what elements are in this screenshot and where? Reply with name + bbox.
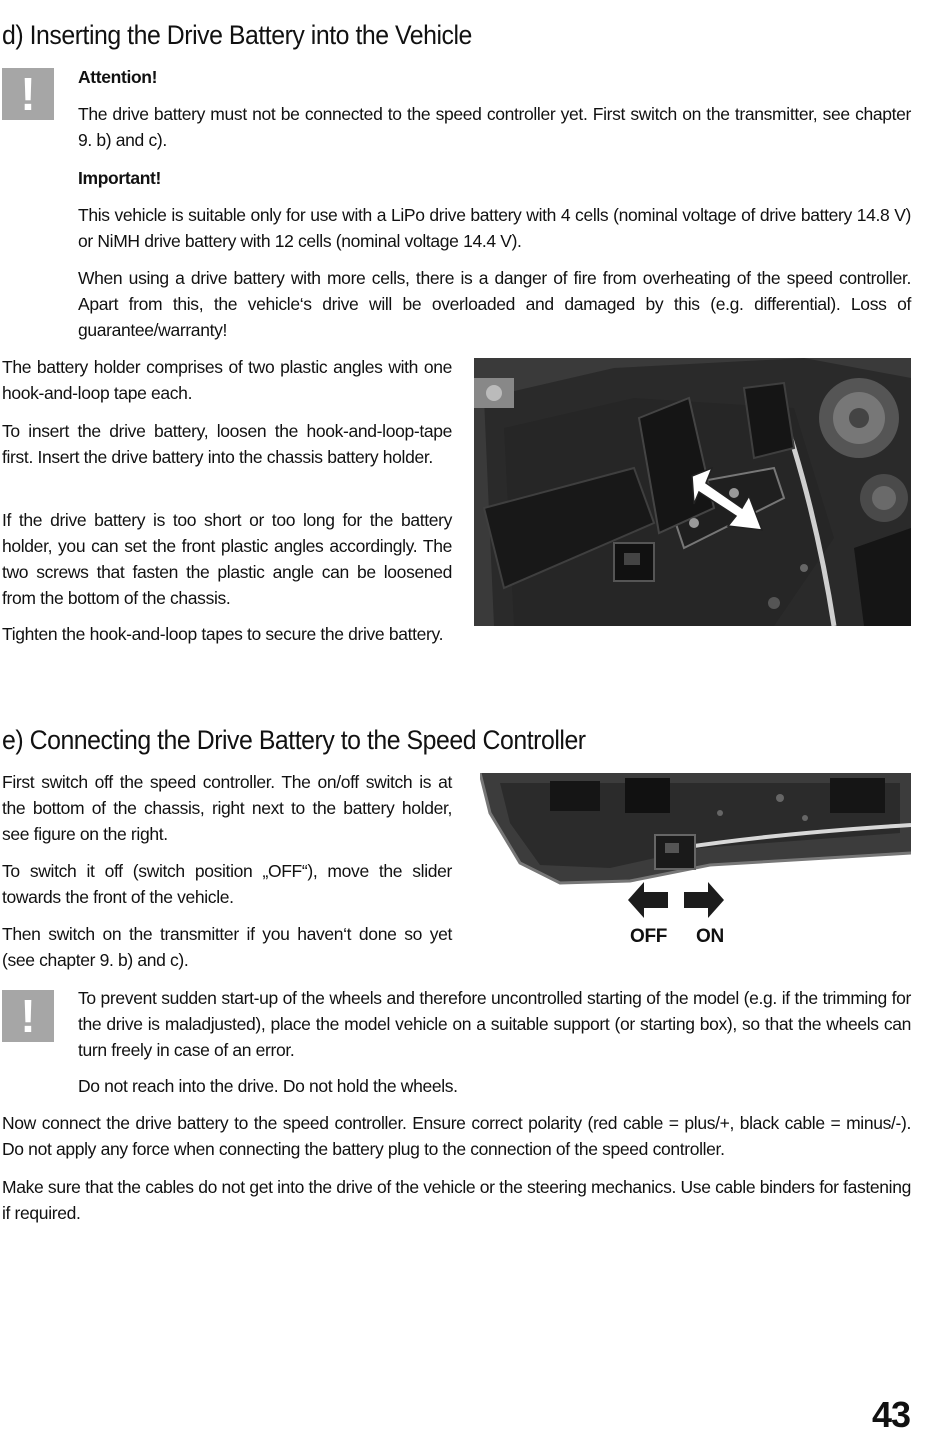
switch-off-paragraph: First switch off the speed controller. The on/off switch is at the bottom of the chassis, right next to the battery holder, see figure on the right. [2,772,452,844]
exclamation-glyph: ! [20,990,36,1042]
exclamation-icon [2,68,54,120]
battery-holder-paragraph: The battery holder comprises of two plastic angles with one hook-and-loop tape each. [2,357,452,403]
cables-paragraph: Make sure that the cables do not get into the drive of the vehicle or the steering mechanics. Use cable binders for fastening if required. [2,1177,911,1223]
battery-holder-photo [474,358,911,626]
tighten-tapes-paragraph: Tighten the hook-and-loop tapes to secure the drive battery. [2,624,444,644]
off-on-arrows [626,880,726,920]
exclamation-glyph: ! [20,68,36,120]
section-d-heading: d) Inserting the Drive Battery into the Vehicle [2,20,472,50]
important-text: This vehicle is suitable only for use with a LiPo drive battery with 4 cells (nominal voltage of drive battery 14.8 V) or NiMH drive battery with 12 cells (nominal voltage 14.4 V). [78,205,911,251]
warning-text: When using a drive battery with more cells, there is a danger of fire from overheating of the speed controller. Apart from this, the vehicle‘s drive will be overloaded and damaged by this (e.g. differential). Loss of guarantee/warranty! [78,268,911,340]
exclamation-icon [2,990,54,1042]
on-label: ON [696,926,724,947]
section-e-heading: e) Connecting the Drive Battery to the Speed Controller [2,725,586,755]
connect-battery-paragraph: Now connect the drive battery to the speed controller. Ensure correct polarity (red cable = plus/+, black cable = minus/-). Do not apply any force when connecting the battery plug to the connection of the speed controller. [2,1113,911,1159]
page-number: 43 [872,1394,911,1435]
arrow-right-icon [684,882,724,918]
switch-position-paragraph: To switch it off (switch position „OFF“), move the slider towards the front of the vehicle. [2,861,452,907]
attention-label: Attention! [78,67,158,87]
battery-length-paragraph: If the drive battery is too short or too long for the battery holder, you can set the front plastic angles accordingly. The two screws that fasten the plastic angle can be loosened from the bottom of the chassis. [2,510,452,608]
insert-battery-paragraph: To insert the drive battery, loosen the hook-and-loop-tape first. Insert the drive battery into the chassis battery holder. [2,421,452,467]
arrow-left-icon [628,882,668,918]
important-label: Important! [78,168,162,188]
caution-text-2: Do not reach into the drive. Do not hold the wheels. [78,1076,458,1096]
caution-text: To prevent sudden start-up of the wheels and therefore uncontrolled starting of the model (e.g. if the trimming for the drive is maladjusted), place the model vehicle on a suitable support (or starting box), so that the wheels can turn freely in case of an error. [78,988,911,1060]
switch-photo [480,773,911,893]
attention-text: The drive battery must not be connected to the speed controller yet. First switch on the transmitter, see chapter 9. b) and c). [78,104,911,150]
transmitter-paragraph: Then switch on the transmitter if you haven‘t done so yet (see chapter 9. b) and c). [2,924,452,970]
off-label: OFF [630,926,668,947]
